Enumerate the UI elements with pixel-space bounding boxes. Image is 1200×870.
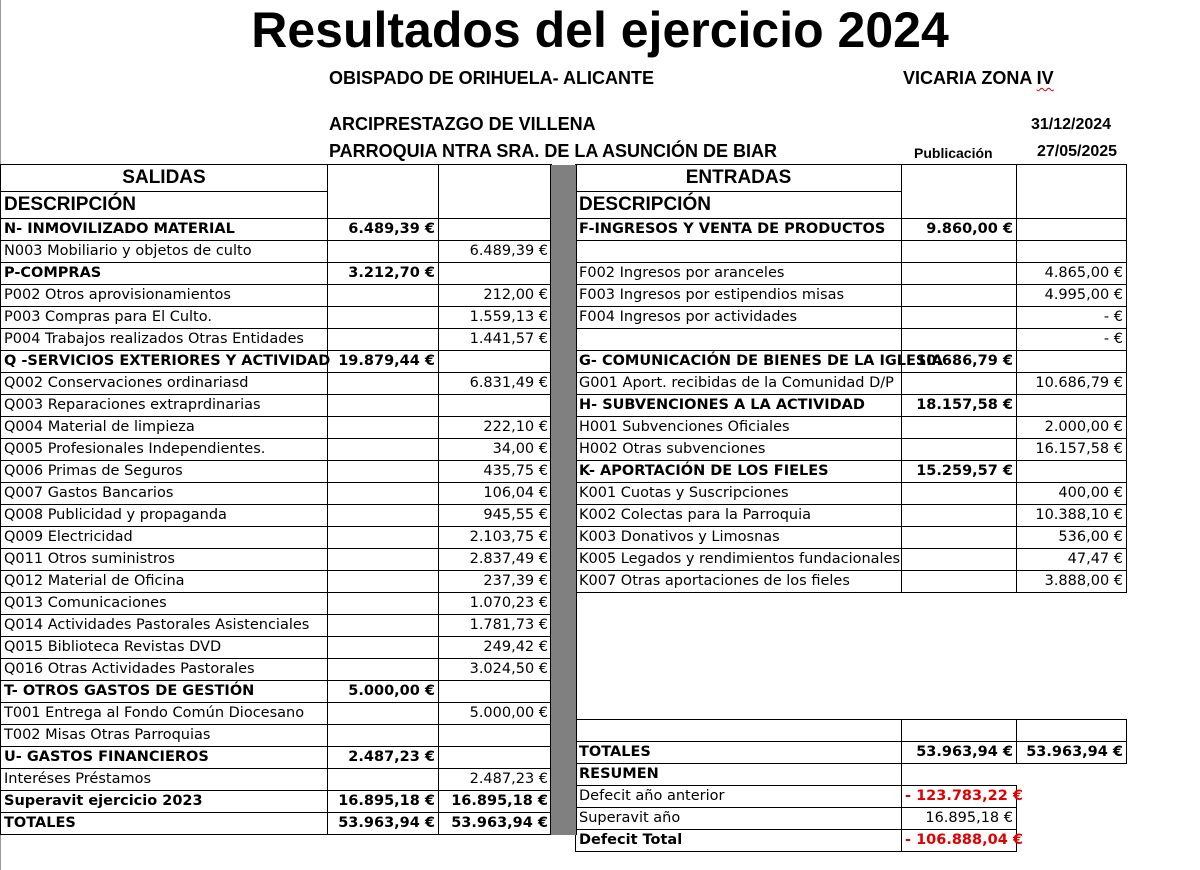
salidas-row [1,549,552,571]
entradas-row [576,571,1127,593]
entradas-totales-label: TOTALES [576,742,902,764]
resumen-row [576,808,1127,830]
salidas-row-desc: Q012 Material de Oficina [1,571,328,593]
salidas-row-amount: 6.489,39 € [439,241,552,263]
entradas-row-amount: 16.157,58 € [1017,439,1127,461]
salidas-row-amount: 212,00 € [439,285,552,307]
salidas-row-desc: P002 Otros aprovisionamientos [1,285,328,307]
resumen-row [576,830,1127,852]
entradas-row-group: 9.860,00 € [902,219,1017,241]
salidas-row-group [328,725,439,747]
entradas-row-amount: 4.995,00 € [1017,285,1127,307]
blank-cell [576,635,1127,656]
entradas-row-amount: - € [1017,329,1127,351]
salidas-row-amount: 5.000,00 € [439,703,552,725]
entradas-blank-row [576,635,1127,656]
entradas-row-amount: 47,47 € [1017,549,1127,571]
blank-cell [576,656,1127,677]
entradas-totales-group: 53.963,94 € [902,742,1017,764]
entradas-row [576,351,1127,373]
entradas-row-desc: K002 Colectas para la Parroquia [576,505,902,527]
entradas-row-desc [576,241,902,263]
salidas-row [1,263,552,285]
salidas-row [1,769,552,791]
blank-cell [576,614,1127,635]
salidas-row-amount: 945,55 € [439,505,552,527]
entradas-blank-row [576,593,1127,615]
entradas-totales-amount: 53.963,94 € [1017,742,1127,764]
salidas-row-desc: Q002 Conservaciones ordinariasd [1,373,328,395]
entradas-row-group [902,417,1017,439]
salidas-row [1,791,552,813]
salidas-row [1,747,552,769]
entradas-desc-header: DESCRIPCIÓN [576,192,902,219]
salidas-row-group [328,417,439,439]
entradas-totales-row [576,742,1127,764]
salidas-row-amount: 3.024,50 € [439,659,552,681]
salidas-row-group [328,703,439,725]
salidas-row-desc: P-COMPRAS [1,263,328,285]
blank-cell [576,698,1127,720]
blank-cell [576,593,1127,615]
salidas-row-amount [439,351,552,373]
resumen-row-value: - 106.888,04 € [902,830,1017,852]
salidas-row-group: 6.489,39 € [328,219,439,241]
salidas-row-desc: T- OTROS GASTOS DE GESTIÓN [1,681,328,703]
salidas-row-group: 19.879,44 € [328,351,439,373]
salidas-row-group [328,307,439,329]
salidas-row-amount [439,681,552,703]
salidas-row [1,329,552,351]
salidas-row-desc: N- INMOVILIZADO MATERIAL [1,219,328,241]
salidas-row-amount: 2.837,49 € [439,549,552,571]
entradas-row-desc: F004 Ingresos por actividades [576,307,902,329]
salidas-row [1,373,552,395]
entradas-row-amount: - € [1017,307,1127,329]
salidas-row-amount [439,725,552,747]
salidas-row-amount: 16.895,18 € [439,791,552,813]
salidas-row-desc: P003 Compras para El Culto. [1,307,328,329]
entradas-row [576,395,1127,417]
salidas-row-group [328,769,439,791]
entradas-row [576,417,1127,439]
entradas-row-group [902,285,1017,307]
entradas-row-desc: G- COMUNICACIÓN DE BIENES DE LA IGLESIA [576,351,902,373]
salidas-row-amount: 1.070,23 € [439,593,552,615]
entradas-row-amount: 10.686,79 € [1017,373,1127,395]
entradas-row-amount: 536,00 € [1017,527,1127,549]
salidas-row [1,703,552,725]
entradas-row-amount [1017,395,1127,417]
entradas-row-group: 15.259,57 € [902,461,1017,483]
salidas-row [1,505,552,527]
entradas-blank-row [576,698,1127,720]
salidas-row-amount: 6.831,49 € [439,373,552,395]
salidas-row-desc: Q011 Otros suministros [1,549,328,571]
entradas-row-desc [576,329,902,351]
entradas-row-group [902,307,1017,329]
entradas-row-group [902,571,1017,593]
entradas-row-amount [1017,461,1127,483]
entradas-row-group: 18.157,58 € [902,395,1017,417]
salidas-row-amount [439,219,552,241]
publicacion-label: Publicación [914,145,993,161]
salidas-row-amount: 1.559,13 € [439,307,552,329]
entradas-row-group [902,439,1017,461]
entradas-row-amount: 2.000,00 € [1017,417,1127,439]
salidas-row-amount: 249,42 € [439,637,552,659]
salidas-row [1,527,552,549]
blank-cell [902,720,1017,742]
resumen-header-row [576,764,1127,786]
blank-cell [1017,830,1127,852]
entradas-row-group [902,241,1017,263]
entradas-row-amount [1017,351,1127,373]
salidas-row-amount: 2.487,23 € [439,769,552,791]
salidas-row-group [328,505,439,527]
salidas-row [1,637,552,659]
salidas-row-group [328,285,439,307]
salidas-row-desc: T002 Misas Otras Parroquias [1,725,328,747]
salidas-row [1,241,552,263]
entradas-row [576,505,1127,527]
obispado-label: OBISPADO DE ORIHUELA- ALICANTE [329,68,655,88]
entradas-row-amount: 3.888,00 € [1017,571,1127,593]
salidas-row-group [328,615,439,637]
salidas-row [1,285,552,307]
salidas-row-desc: TOTALES [1,813,328,835]
resumen-row-desc: Superavit año [576,808,902,830]
entradas-row-desc: F003 Ingresos por estipendios misas [576,285,902,307]
salidas-row-amount [439,747,552,769]
salidas-row-amount: 237,39 € [439,571,552,593]
salidas-desc-header: DESCRIPCIÓN [1,192,328,219]
resumen-row-value: - 123.783,22 € [902,786,1017,808]
salidas-row-amount [439,395,552,417]
entradas-row-amount: 400,00 € [1017,483,1127,505]
entradas-blank-row [576,614,1127,635]
salidas-row [1,483,552,505]
salidas-row [1,681,552,703]
entradas-row-group [902,549,1017,571]
salidas-row-desc: Q015 Biblioteca Revistas DVD [1,637,328,659]
salidas-row-amount: 2.103,75 € [439,527,552,549]
salidas-row-group [328,241,439,263]
salidas-row [1,593,552,615]
salidas-row [1,725,552,747]
entradas-row [576,527,1127,549]
salidas-row [1,571,552,593]
entradas-row-group [902,527,1017,549]
blank-cell [576,677,1127,698]
salidas-row-group: 2.487,23 € [328,747,439,769]
entradas-blank-row [576,720,1127,742]
salidas-row-amount [439,263,552,285]
salidas-row-desc: Interéses Préstamos [1,769,328,791]
entradas-row [576,461,1127,483]
salidas-row-desc: Q014 Actividades Pastorales Asistenciales [1,615,328,637]
salidas-row-desc: Q004 Material de limpieza [1,417,328,439]
salidas-row-desc: Q -SERVICIOS EXTERIORES Y ACTIVIDAD [1,351,328,373]
entradas-row-amount [1017,219,1127,241]
salidas-row [1,813,552,835]
salidas-row-amount: 1.441,57 € [439,329,552,351]
entradas-row-group [902,505,1017,527]
page-title: Resultados del ejercicio 2024 [251,2,949,58]
salidas-row-group [328,527,439,549]
salidas-row [1,461,552,483]
salidas-row-group [328,461,439,483]
salidas-row-desc: T001 Entrega al Fondo Común Diocesano [1,703,328,725]
blank-cell [1017,808,1127,830]
entradas-blank-row [576,677,1127,698]
resumen-row-desc: Defecit Total [576,830,902,852]
entradas-row [576,241,1127,263]
salidas-row-desc: Q007 Gastos Bancarios [1,483,328,505]
entradas-row [576,549,1127,571]
entradas-row-amount: 10.388,10 € [1017,505,1127,527]
entradas-row-desc: H002 Otras subvenciones [576,439,902,461]
arciprestazgo-label: ARCIPRESTAZGO DE VILLENA [329,114,596,134]
entradas-row [576,307,1127,329]
salidas-row-group [328,593,439,615]
resumen-row [576,786,1127,808]
salidas-row-amount: 53.963,94 € [439,813,552,835]
salidas-row [1,307,552,329]
entradas-table [575,164,1127,852]
salidas-row-desc: Q016 Otras Actividades Pastorales [1,659,328,681]
blank-cell [1017,764,1127,786]
entradas-row-desc: F002 Ingresos por aranceles [576,263,902,285]
salidas-row-amount: 34,00 € [439,439,552,461]
entradas-row-desc: K001 Cuotas y Suscripciones [576,483,902,505]
entradas-row [576,483,1127,505]
salidas-row-desc: N003 Mobiliario y objetos de culto [1,241,328,263]
entradas-row-desc: H001 Subvenciones Oficiales [576,417,902,439]
salidas-row-desc: Q003 Reparaciones extraprdinarias [1,395,328,417]
entradas-row [576,285,1127,307]
salidas-row-group [328,395,439,417]
entradas-row-group [902,329,1017,351]
salidas-row-desc: Q006 Primas de Seguros [1,461,328,483]
salidas-row-amount: 435,75 € [439,461,552,483]
entradas-row-group: 10.686,79 € [902,351,1017,373]
entradas-row-desc: F-INGRESOS Y VENTA DE PRODUCTOS [576,219,902,241]
report-date: 31/12/2024 [1031,116,1112,133]
salidas-row-group [328,549,439,571]
salidas-row-amount: 1.781,73 € [439,615,552,637]
salidas-row-group [328,483,439,505]
salidas-row-group: 16.895,18 € [328,791,439,813]
salidas-row-group [328,571,439,593]
blank-cell [902,764,1017,786]
salidas-row-desc: Q009 Electricidad [1,527,328,549]
salidas-row-desc: U- GASTOS FINANCIEROS [1,747,328,769]
salidas-row [1,615,552,637]
entradas-blank-row [576,656,1127,677]
salidas-row [1,351,552,373]
salidas-row-group [328,439,439,461]
salidas-row-desc: Q005 Profesionales Independientes. [1,439,328,461]
entradas-row [576,373,1127,395]
salidas-row-group: 5.000,00 € [328,681,439,703]
blank-cell [1017,786,1127,808]
vicaria-zone-number: IV [1036,68,1054,88]
salidas-row-group [328,659,439,681]
entradas-row [576,263,1127,285]
entradas-row-amount: 4.865,00 € [1017,263,1127,285]
salidas-table [0,164,552,835]
entradas-row-amount [1017,241,1127,263]
salidas-row [1,219,552,241]
resumen-row-value: 16.895,18 € [902,808,1017,830]
parroquia-label: PARROQUIA NTRA SRA. DE LA ASUNCIÓN DE BIAR [329,141,778,161]
salidas-row-desc: Q013 Comunicaciones [1,593,328,615]
salidas-heading: SALIDAS [1,165,328,192]
salidas-row [1,439,552,461]
salidas-row-amount: 106,04 € [439,483,552,505]
salidas-row [1,417,552,439]
vicaria-label: VICARIA ZONA IV [903,68,1054,88]
publicacion-date: 27/05/2025 [1037,143,1118,160]
entradas-row [576,219,1127,241]
salidas-row-group: 3.212,70 € [328,263,439,285]
blank-cell [576,720,902,742]
entradas-row-desc: G001 Aport. recibidas de la Comunidad D/P [576,373,902,395]
entradas-row-desc: K003 Donativos y Limosnas [576,527,902,549]
entradas-row-group [902,263,1017,285]
salidas-row-desc: Superavit ejercicio 2023 [1,791,328,813]
salidas-row [1,659,552,681]
resumen-row-desc: Defecit año anterior [576,786,902,808]
blank-cell [1017,720,1127,742]
salidas-row-amount: 222,10 € [439,417,552,439]
salidas-row-desc: P004 Trabajos realizados Otras Entidades [1,329,328,351]
column-separator [550,165,577,835]
entradas-row-desc: H- SUBVENCIONES A LA ACTIVIDAD [576,395,902,417]
entradas-heading: ENTRADAS [576,165,902,192]
salidas-row-desc: Q008 Publicidad y propaganda [1,505,328,527]
entradas-row-desc: K007 Otras aportaciones de los fieles [576,571,902,593]
salidas-row-group [328,329,439,351]
salidas-row [1,395,552,417]
entradas-row [576,439,1127,461]
salidas-row-group [328,373,439,395]
resumen-label: RESUMEN [576,764,902,786]
entradas-row-group [902,483,1017,505]
entradas-row-desc: K- APORTACIÓN DE LOS FIELES [576,461,902,483]
entradas-row [576,329,1127,351]
entradas-row-group [902,373,1017,395]
salidas-row-group: 53.963,94 € [328,813,439,835]
salidas-row-group [328,637,439,659]
entradas-row-desc: K005 Legados y rendimientos fundacionales [576,549,902,571]
